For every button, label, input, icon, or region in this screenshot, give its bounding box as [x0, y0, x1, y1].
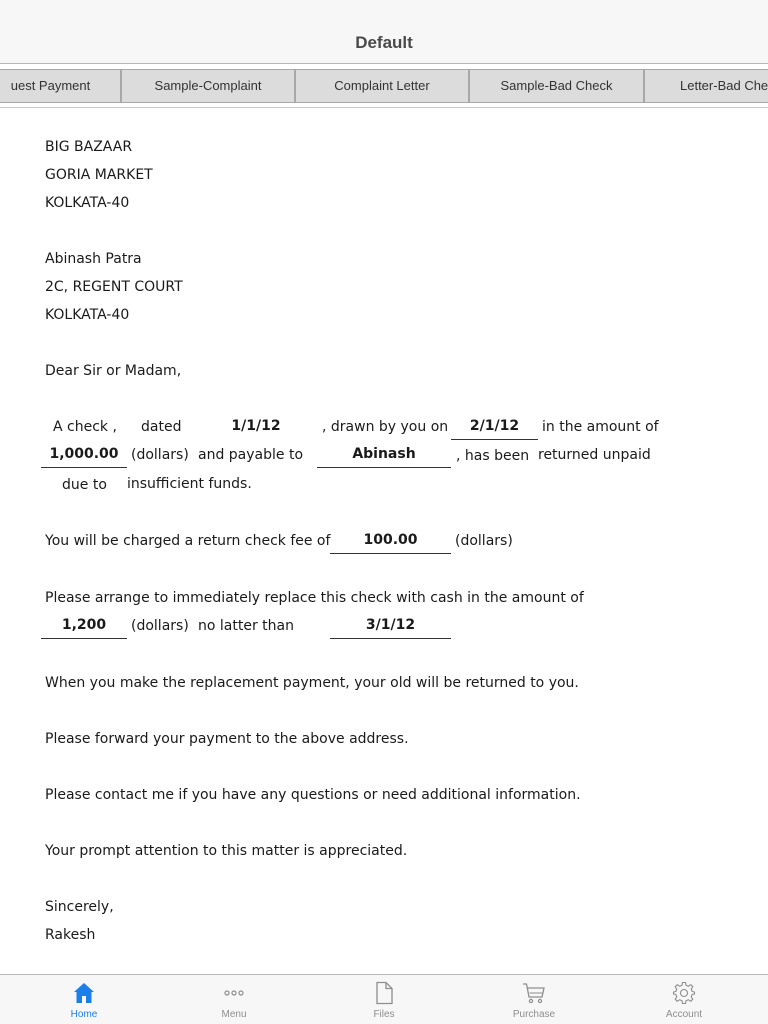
reason-label: insufficient funds.	[127, 476, 252, 492]
payee-field[interactable]: Abinash	[317, 440, 451, 468]
tab-letter-bad-check[interactable]: Letter-Bad Che	[644, 69, 768, 103]
tabbar-item-files[interactable]	[324, 975, 444, 1024]
paragraph: Please forward your payment to the above address.	[45, 731, 409, 747]
dollars-label: (dollars)	[455, 533, 513, 549]
tabbar-label: Purchase	[512, 1009, 556, 1020]
no-later-label: no latter than	[198, 618, 294, 634]
amount-label: in the amount of	[542, 419, 659, 435]
tabbar-label: Home	[70, 1009, 98, 1020]
replace-text: Please arrange to immediately replace this check with cash in the amount of	[45, 590, 584, 606]
sender-line: GORIA MARKET	[45, 167, 153, 183]
tabbar-label: Account	[665, 1009, 703, 1020]
dollars-label: (dollars)	[131, 447, 189, 463]
tabbar-item-purchase[interactable]	[474, 975, 594, 1024]
check-date-field[interactable]: 1/1/12	[231, 418, 281, 434]
more-icon	[222, 981, 246, 1005]
check-amount-field[interactable]: 1,000.00	[41, 440, 127, 468]
paragraph: Please contact me if you have any questions or need additional information.	[45, 787, 581, 803]
check-label: A check ,	[53, 419, 117, 435]
deadline-date-field[interactable]: 3/1/12	[330, 611, 451, 639]
tab-sample-complaint[interactable]: Sample-Complaint	[121, 69, 295, 103]
tabbar-item-menu[interactable]	[174, 975, 294, 1024]
recipient-line: KOLKATA-40	[45, 307, 130, 323]
replacement-amount-field[interactable]: 1,200	[41, 611, 127, 639]
drawn-date-field[interactable]: 2/1/12	[451, 412, 538, 440]
navigation-bar	[0, 0, 768, 64]
tab-request-payment[interactable]: uest Payment	[0, 69, 121, 103]
paragraph: When you make the replacement payment, your old will be returned to you.	[45, 675, 579, 691]
drawn-by-label: , drawn by you on	[322, 419, 449, 435]
cart-icon	[522, 981, 546, 1005]
fee-field[interactable]: 100.00	[330, 526, 451, 554]
returned-unpaid-label: returned unpaid	[538, 447, 651, 463]
dated-label: dated	[141, 419, 182, 435]
tab-complaint-letter[interactable]: Complaint Letter	[295, 69, 469, 103]
due-to-label: due to	[62, 477, 107, 493]
signature: Rakesh	[45, 927, 96, 943]
document-icon	[372, 981, 396, 1005]
tabbar-label: Files	[373, 1009, 395, 1020]
template-tab-strip[interactable]	[0, 64, 768, 108]
salutation: Dear Sir or Madam,	[45, 363, 182, 379]
tabbar-label: Menu	[221, 1009, 247, 1020]
closing: Sincerely,	[45, 899, 114, 915]
home-icon	[72, 981, 96, 1005]
dollars-label: (dollars)	[131, 618, 189, 634]
page-title: Default	[355, 33, 413, 52]
recipient-line: Abinash Patra	[45, 251, 142, 267]
tabbar-item-home[interactable]	[24, 975, 144, 1024]
payable-to-label: and payable to	[198, 447, 304, 463]
sender-line: KOLKATA-40	[45, 195, 130, 211]
has-been-label: , has been	[456, 448, 530, 464]
letter-document	[0, 108, 768, 974]
recipient-line: 2C, REGENT COURT	[45, 279, 183, 295]
tab-sample-bad-check[interactable]: Sample-Bad Check	[469, 69, 644, 103]
sender-line: BIG BAZAAR	[45, 139, 133, 155]
fee-text: You will be charged a return check fee of	[45, 533, 331, 549]
paragraph: Your prompt attention to this matter is appreciated.	[45, 843, 408, 859]
tabbar-item-account[interactable]	[624, 975, 744, 1024]
bottom-tab-bar	[0, 974, 768, 1024]
gear-icon	[672, 981, 696, 1005]
